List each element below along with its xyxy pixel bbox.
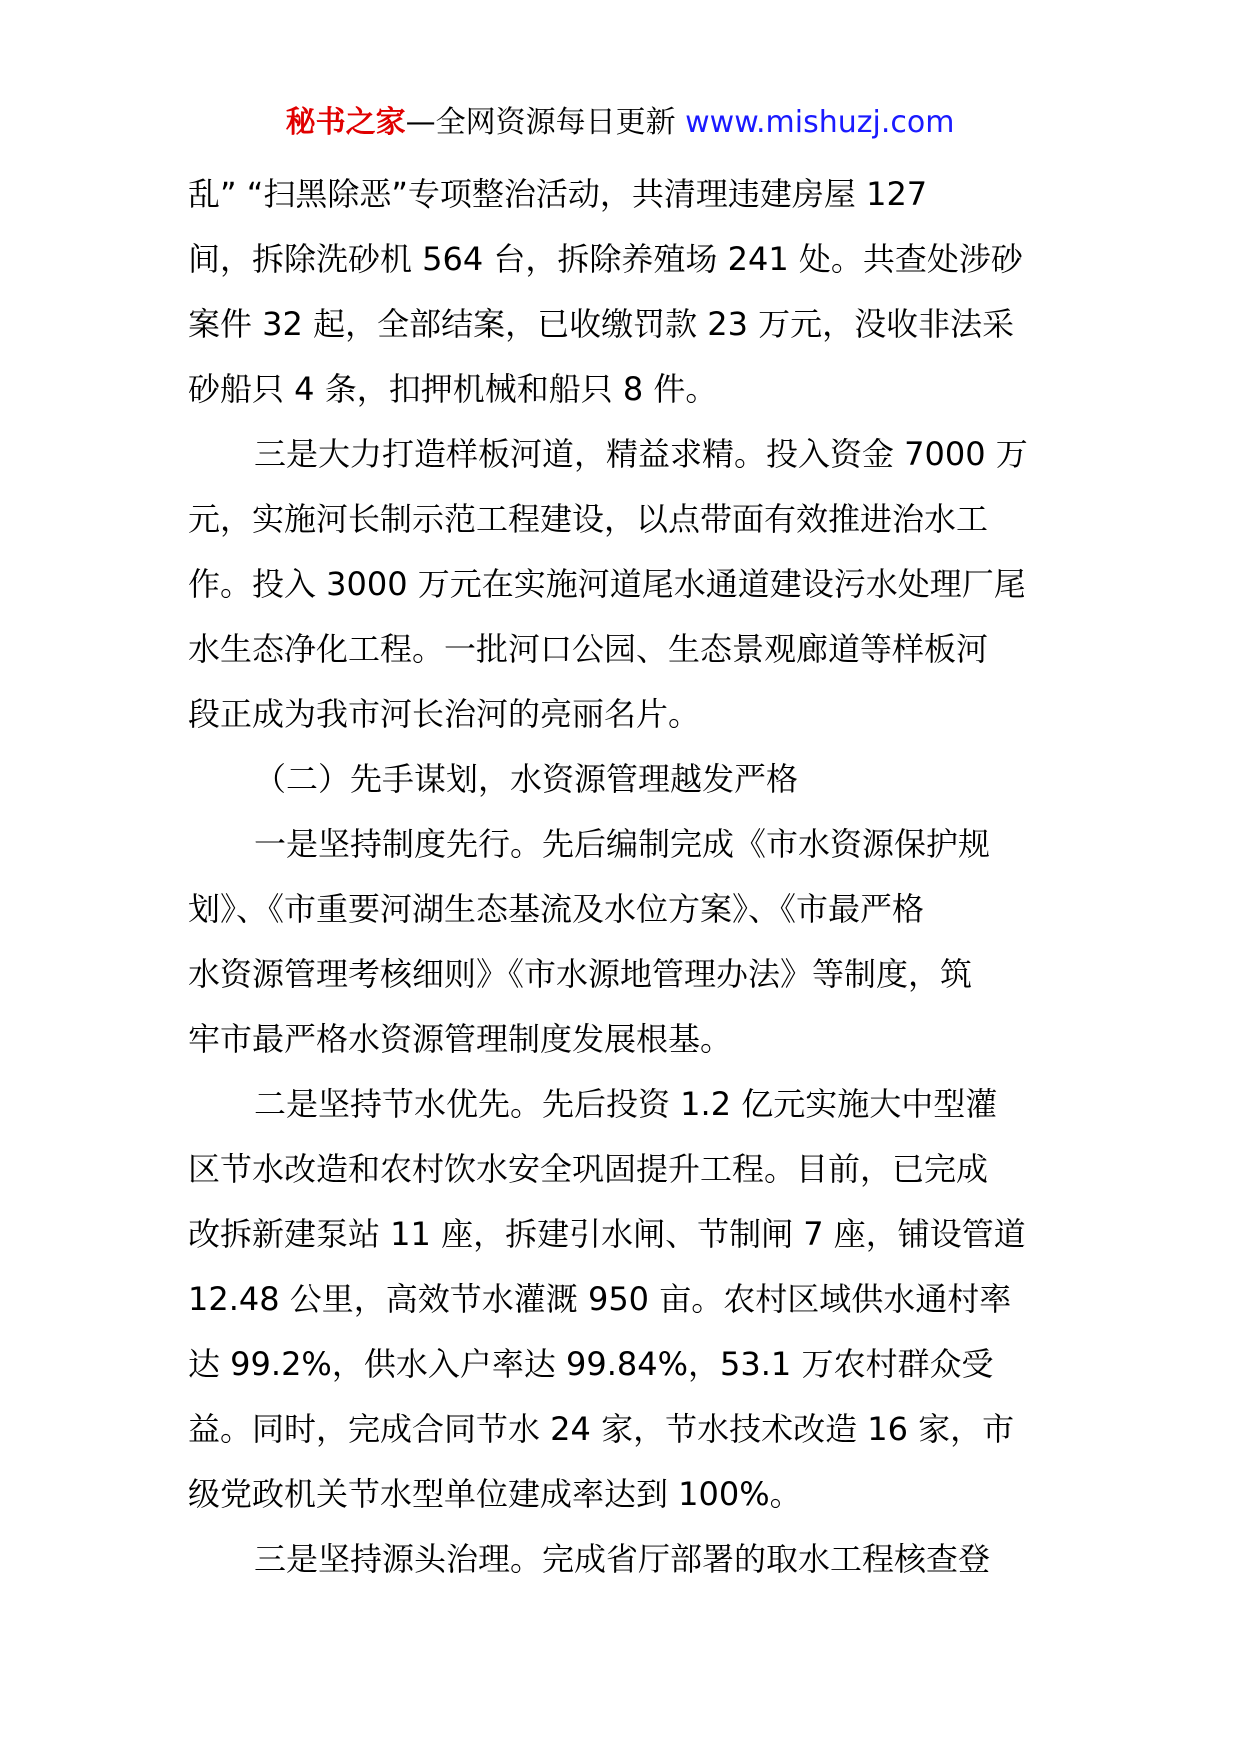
paragraph-start: 二是坚持节水优先。先后投资 1.2 亿元实施大中型灌 xyxy=(254,1085,998,1123)
site-brand: 秘书之家 xyxy=(285,105,406,140)
text-line: 级党政机关节水型单位建成率达到 100%。 xyxy=(188,1475,802,1513)
text-line: 作。投入 3000 万元在实施河道尾水通道建设污水处理厂尾 xyxy=(188,565,1026,603)
site-header xyxy=(0,100,1240,146)
site-url-link[interactable]: www.mishuzj.com xyxy=(685,105,955,140)
text-line: 水资源管理考核细则》《市水源地管理办法》等制度，筑 xyxy=(188,955,973,993)
text-line: 水生态净化工程。一批河口公园、生态景观廊道等样板河 xyxy=(188,630,989,668)
text-line: 达 99.2%，供水入户率达 99.84%，53.1 万农村群众受 xyxy=(188,1345,994,1383)
text-line: 案件 32 起，全部结案，已收缴罚款 23 万元，没收非法采 xyxy=(188,305,1015,343)
text-line: 砂船只 4 条，扣押机械和船只 8 件。 xyxy=(188,370,718,408)
text-line: 12.48 公里，高效节水灌溉 950 亩。农村区域供水通村率 xyxy=(188,1280,1012,1318)
text-line: 益。同时，完成合同节水 24 家，节水技术改造 16 家，市 xyxy=(188,1410,1015,1448)
text-line: 区节水改造和农村饮水安全巩固提升工程。目前，已完成 xyxy=(188,1150,989,1188)
text-line: 乱” “扫黑除恶”专项整治活动，共清理违建房屋 127 xyxy=(188,175,928,213)
text-line: 改拆新建泵站 11 座，拆建引水闸、节制闸 7 座，铺设管道 xyxy=(188,1215,1026,1253)
site-tagline: —全网资源每日更新 xyxy=(405,105,686,140)
text-line: 段正成为我市河长治河的亮丽名片。 xyxy=(188,695,701,733)
text-line: 牢市最严格水资源管理制度发展根基。 xyxy=(188,1020,733,1058)
paragraph-start: 三是坚持源头治理。完成省厅部署的取水工程核查登 xyxy=(254,1540,991,1578)
paragraph-start: 三是大力打造样板河道，精益求精。投入资金 7000 万 xyxy=(254,435,1028,473)
text-line: 间，拆除洗砂机 564 台，拆除养殖场 241 处。共查处涉砂 xyxy=(188,240,1023,278)
text-line: 划》、《市重要河湖生态基流及水位方案》、《市最严格 xyxy=(188,890,925,928)
document-body xyxy=(188,162,1060,1592)
paragraph-start: 一是坚持制度先行。先后编制完成《市水资源保护规 xyxy=(254,825,991,863)
text-line: 元，实施河长制示范工程建设，以点带面有效推进治水工 xyxy=(188,500,989,538)
section-heading: （二）先手谋划，水资源管理越发严格 xyxy=(254,760,799,798)
